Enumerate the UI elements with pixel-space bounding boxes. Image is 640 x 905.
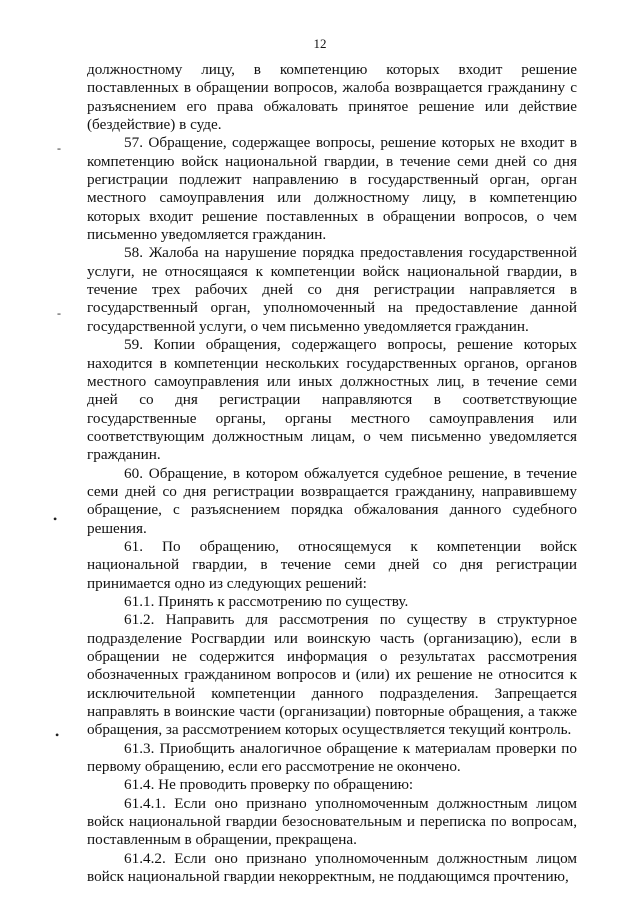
- paragraph-61-4-2: 61.4.2. Если оно признано уполномоченным должностным лицом войск национальной гвардии некорректным, не поддающимся прочтению,: [87, 849, 577, 886]
- margin-mark: -: [57, 306, 61, 320]
- paragraph-61-1: 61.1. Принять к рассмотрению по существу.: [124, 592, 409, 610]
- paragraph-continuation: должностному лицу, в компетенцию которых входит решение поставленных в обращении вопросов, жалоба возвращается гражданину с разъяснением его права обжаловать принятое решение или действие (бездействие) в суде.: [87, 61, 577, 134]
- paragraph-61-2: 61.2. Направить для рассмотрения по существу в структурное подразделение Росгвардии или воинскую часть (организацию), если в обращении не содержится информация о результатах рассмотрения обозначенных гражданином вопросов и (или) их решение не относится к исключительной компетенции данного подразделения. Запрещается направлять в воинские части (организации) повторные обращения, а также обращения, за рассмотрением которых осуществляется текущий контроль.: [87, 611, 577, 739]
- paragraph-58: 58. Жалоба на нарушение порядка предоставления государственной услуги, не относящаяся к компетенции войск национальной гвардии, в течение трех рабочих дней со дня регистрации направляется в государственный орган, уполномоченный на предоставление данной государственной услуги, о чем письменно уведомляется гражданин.: [87, 244, 577, 335]
- paragraph-61-3: 61.3. Приобщить аналогичное обращение к материалам проверки по первому обращению, если его рассмотрение не окончено.: [87, 739, 577, 776]
- margin-mark: •: [55, 728, 60, 742]
- paragraph-59: 59. Копии обращения, содержащего вопросы, решение которых находится в компетенции нескольких государственных органов, органов местного самоуправления или иных должностных лиц, в течение семи дней со дня регистрации направляются в соответствующие государственные органы, органы местного самоуправления или соответствующим должностным лицам, о чем письменно уведомляется гражданин.: [87, 336, 577, 464]
- page-number: 12: [313, 36, 327, 51]
- paragraph-60: 60. Обращение, в котором обжалуется судебное решение, в течение семи дней со дня регистрации возвращается гражданину, направившему обращение, с разъяснением порядка обжалования данного судебного решения.: [87, 464, 577, 537]
- paragraph-61-4: 61.4. Не проводить проверку по обращению:: [124, 776, 414, 794]
- body-text: [87, 61, 577, 886]
- paragraph-61: 61. По обращению, относящемуся к компетенции войск национальной гвардии, в течение семи дней со дня регистрации принимается одно из следующих решений:: [87, 537, 577, 592]
- paragraph-57: 57. Обращение, содержащее вопросы, решение которых не входит в компетенцию войск национальной гвардии, в течение семи дней со дня регистрации подлежит направлению в государственный орган, орган местного самоуправления или должностному лицу, в компетенцию которых входит решение поставленных в обращении вопросов, о чем письменно уведомляется гражданин.: [87, 134, 577, 244]
- margin-mark: •: [53, 512, 58, 526]
- margin-mark: -: [57, 141, 61, 155]
- paragraph-61-4-1: 61.4.1. Если оно признано уполномоченным должностным лицом войск национальной гвардии безосновательным и переписка по вопросам, поставленным в обращении, прекращена.: [87, 794, 577, 849]
